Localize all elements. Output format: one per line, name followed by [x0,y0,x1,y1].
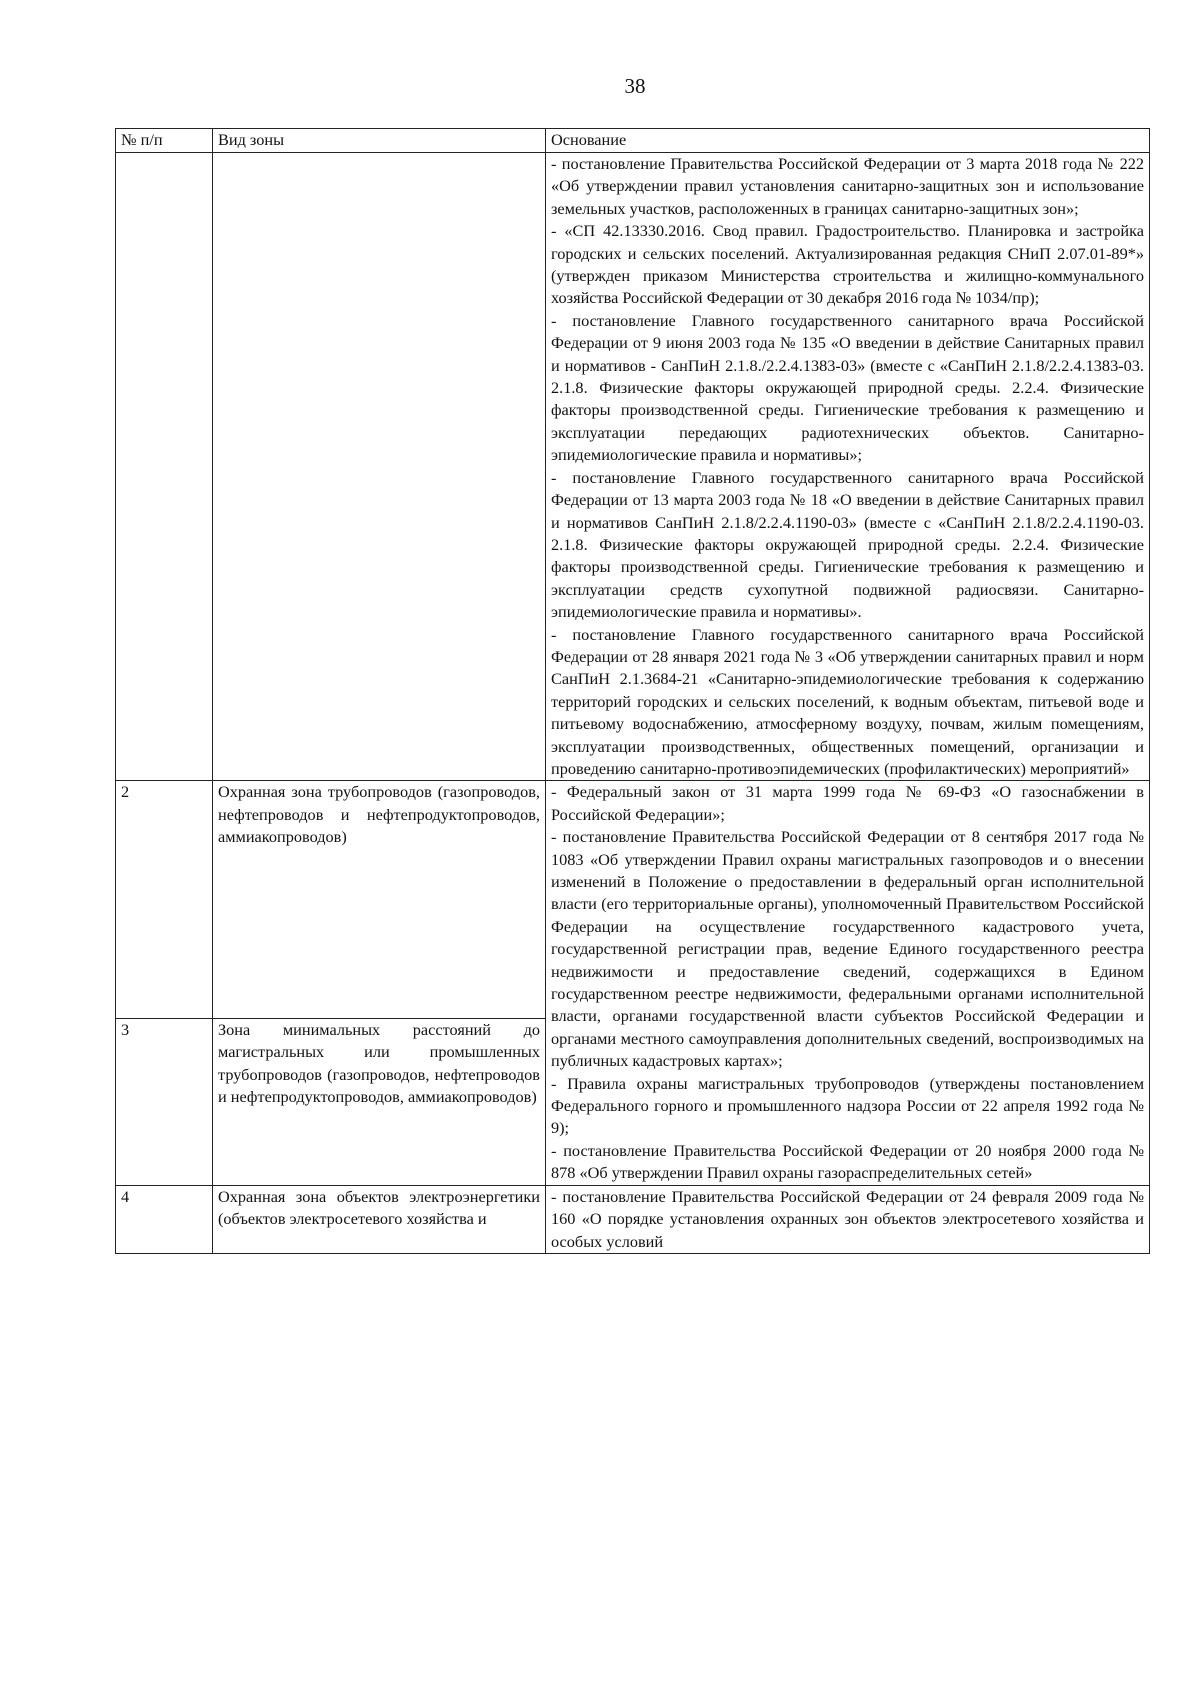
header-zone-type: Вид зоны [213,129,546,153]
basis-item: - постановление Правительства Российской Федерации от 8 сентября 2017 года № 1083 «Об утверждении Правил охраны магистральных газопроводов и о внесении изменений в Положение о предоставлении в федеральный орган исполнительной власти (его территориальные органы), уполномоченный Правительством Российской Федерации на осуществление государственного кадастрового учета, государственной регистрации прав, ведение Единого государственного реестра недвижимости и предоставление сведений, содержащихся в Едином государственном реестре недвижимости, федеральными органами исполнительной власти, органами государственной власти субъектов Российской Федерации и органами местного самоуправления дополнительных сведений, воспроизводимых на публичных кадастровых картах»; [551,827,1144,1071]
table-row [116,781,1150,1018]
basis-item: - постановление Главного государственного санитарного врача Российской Федерации от 28 января 2021 года № 3 «Об утверждении санитарных правил и норм СанПиН 2.1.3684-21 «Санитарно-эпидемиологические требования к содержанию территорий городских и сельских поселений, к водным объектам, питьевой воде и питьевому водоснабжению, атмосферному воздуху, почвам, жилым помещениям, эксплуатации производственных, общественных помещений, организации и проведению санитарно-противоэпидемических (профилактических) мероприятий» [551,624,1144,778]
basis-item: - Правила охраны магистральных трубопроводов (утверждены постановлением Федерального горного и промышленного надзора России от 22 апреля 1992 года № 9); [551,1073,1144,1138]
basis-item: - постановление Правительства Российской Федерации от 3 марта 2018 года № 222 «Об утверждении правил установления санитарно-защитных зон и использование земельных участков, расположенных в границах санитарно-защитных зон»; [551,154,1144,218]
regulations-table [115,128,1150,1254]
basis-item: - Федеральный закон от 31 марта 1999 года № 69-ФЗ «О газоснабжении в Российской Федерации»; [551,782,1144,824]
row4-number: 4 [116,1185,213,1253]
row1-basis [546,153,1150,781]
table-row [116,1185,1150,1253]
row1-zone [213,153,546,781]
row3-number: 3 [116,1018,213,1185]
basis-item: - «СП 42.13330.2016. Свод правил. Градостроительство. Планировка и застройка городских и сельских поселений. Актуализированная редакция СНиП 2.07.01-89*» (утвержден приказом Министерства строительства и жилищно-коммунального хозяйства Российской Федерации от 30 декабря 2016 года № 1034/пр); [551,221,1144,308]
row3-zone: Зона минимальных расстояний до магистральных или промышленных трубопроводов (газопроводов, нефтепроводов и нефтепродуктопроводов, аммиакопроводов) [213,1018,546,1185]
row4-basis: - постановление Правительства Российской Федерации от 24 февраля 2009 года № 160 «О порядке установления охранных зон объектов электросетевого хозяйства и особых условий [546,1185,1150,1253]
row2-number: 2 [116,781,213,1018]
basis-item: - постановление Главного государственного санитарного врача Российской Федерации от 9 июня 2003 года № 135 «О введении в действие Санитарных правил и нормативов - СанПиН 2.1.8./2.2.4.1383-03» (вместе с «СанПиН 2.1.8/2.2.4.1383-03. 2.1.8. Физические факторы окружающей природной среды. 2.2.4. Физические факторы производственной среды. Гигиенические требования к размещению и эксплуатации передающих радиотехнических объектов. Санитарно-эпидемиологические правила и нормативы»; [551,310,1144,465]
row1-number [116,153,213,781]
page-number: 38 [624,74,646,98]
basis-item: - постановление Правительства Российской Федерации от 20 ноября 2000 года № 878 «Об утверждении Правил охраны газораспределительных сетей» [551,1140,1144,1183]
table-row [116,153,1150,781]
table-header-row [116,129,1150,153]
basis-item: - постановление Главного государственного санитарного врача Российской Федерации от 13 марта 2003 года № 18 «О введении в действие Санитарных правил и нормативов СанПиН 2.1.8/2.2.4.1190-03» (вместе с «СанПиН 2.1.8/2.2.4.1190-03. 2.1.8. Физические факторы окружающей природной среды. 2.2.4. Физические факторы производственной среды. Гигиенические требования к размещению и эксплуатации средств сухопутной подвижной радиосвязи. Санитарно-эпидемиологические правила и нормативы». [551,467,1144,622]
row2-zone: Охранная зона трубопроводов (газопроводов, нефтепроводов и нефтепродуктопроводов, аммиакопроводов) [213,781,546,1018]
row4-zone: Охранная зона объектов электроэнергетики (объектов электросетевого хозяйства и [213,1185,546,1253]
row2-3-basis [546,781,1150,1185]
header-number: № п/п [116,129,213,153]
header-basis: Основание [546,129,1150,153]
